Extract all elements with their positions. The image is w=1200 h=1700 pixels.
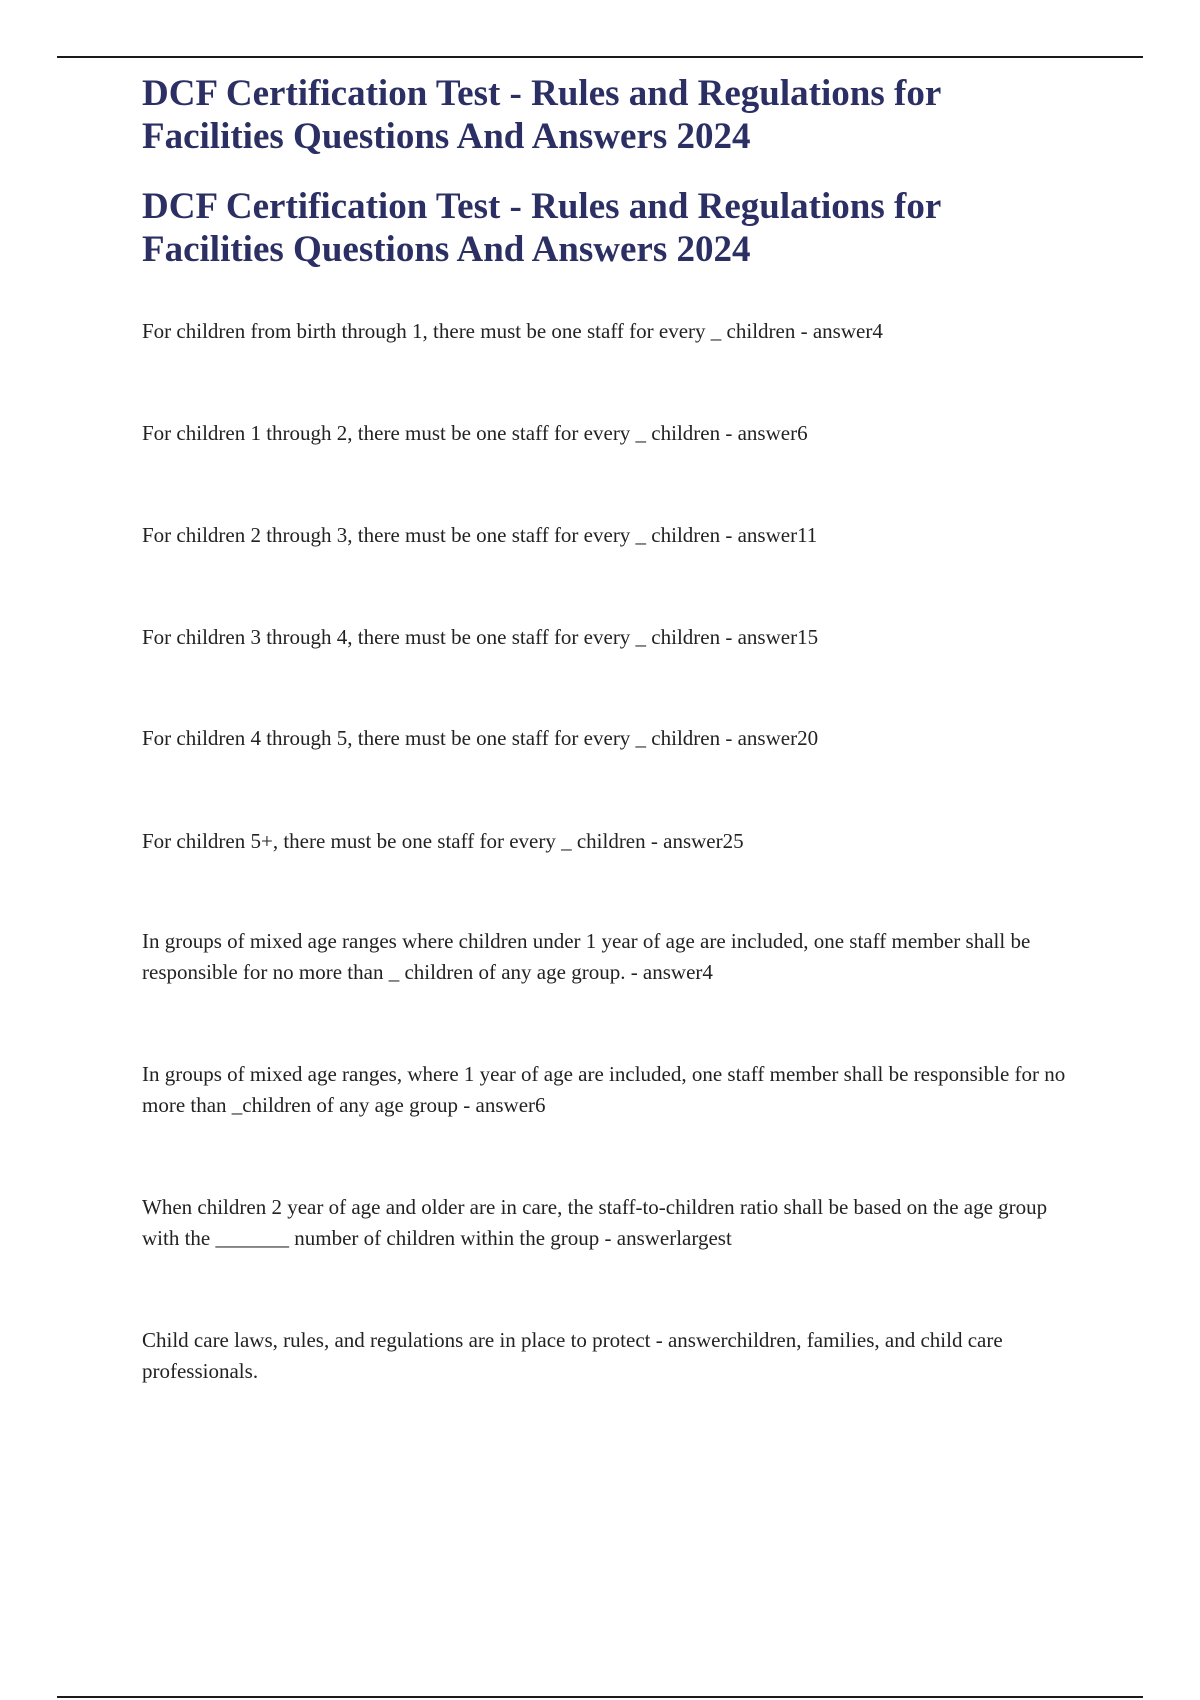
qa-item: When children 2 year of age and older are in care, the staff-to-children ratio shall be based on the age group with the _______ number of children within the group - answerlargest xyxy=(142,1195,1048,1250)
qa-item: For children 5+, there must be one staff for every _ children - answer25 xyxy=(142,829,744,853)
qa-item: For children 2 through 3, there must be one staff for every _ children - answer11 xyxy=(142,523,818,547)
document-title-repeat: DCF Certification Test - Rules and Regulations for Facilities Questions And Answers 2024 xyxy=(142,186,941,270)
top-rule xyxy=(57,56,1143,58)
qa-item: Child care laws, rules, and regulations are in place to protect - answerchildren, families, and child care professionals. xyxy=(142,1328,1003,1383)
document-title: DCF Certification Test - Rules and Regulations for Facilities Questions And Answers 2024 xyxy=(142,73,941,157)
qa-item: For children 4 through 5, there must be one staff for every _ children - answer20 xyxy=(142,726,819,750)
qa-list xyxy=(142,316,1082,1387)
qa-item: In groups of mixed age ranges where children under 1 year of age are included, one staff member shall be responsible for no more than _ children of any age group. - answer4 xyxy=(142,929,1031,984)
document-body xyxy=(142,72,1082,1387)
qa-item: In groups of mixed age ranges, where 1 year of age are included, one staff member shall be responsible for no more than _children of any age group - answer6 xyxy=(142,1062,1066,1117)
bottom-rule xyxy=(57,1696,1143,1698)
qa-item: For children 3 through 4, there must be one staff for every _ children - answer15 xyxy=(142,625,819,649)
qa-item: For children from birth through 1, there must be one staff for every _ children - answer4 xyxy=(142,319,883,343)
qa-item: For children 1 through 2, there must be one staff for every _ children - answer6 xyxy=(142,421,808,445)
